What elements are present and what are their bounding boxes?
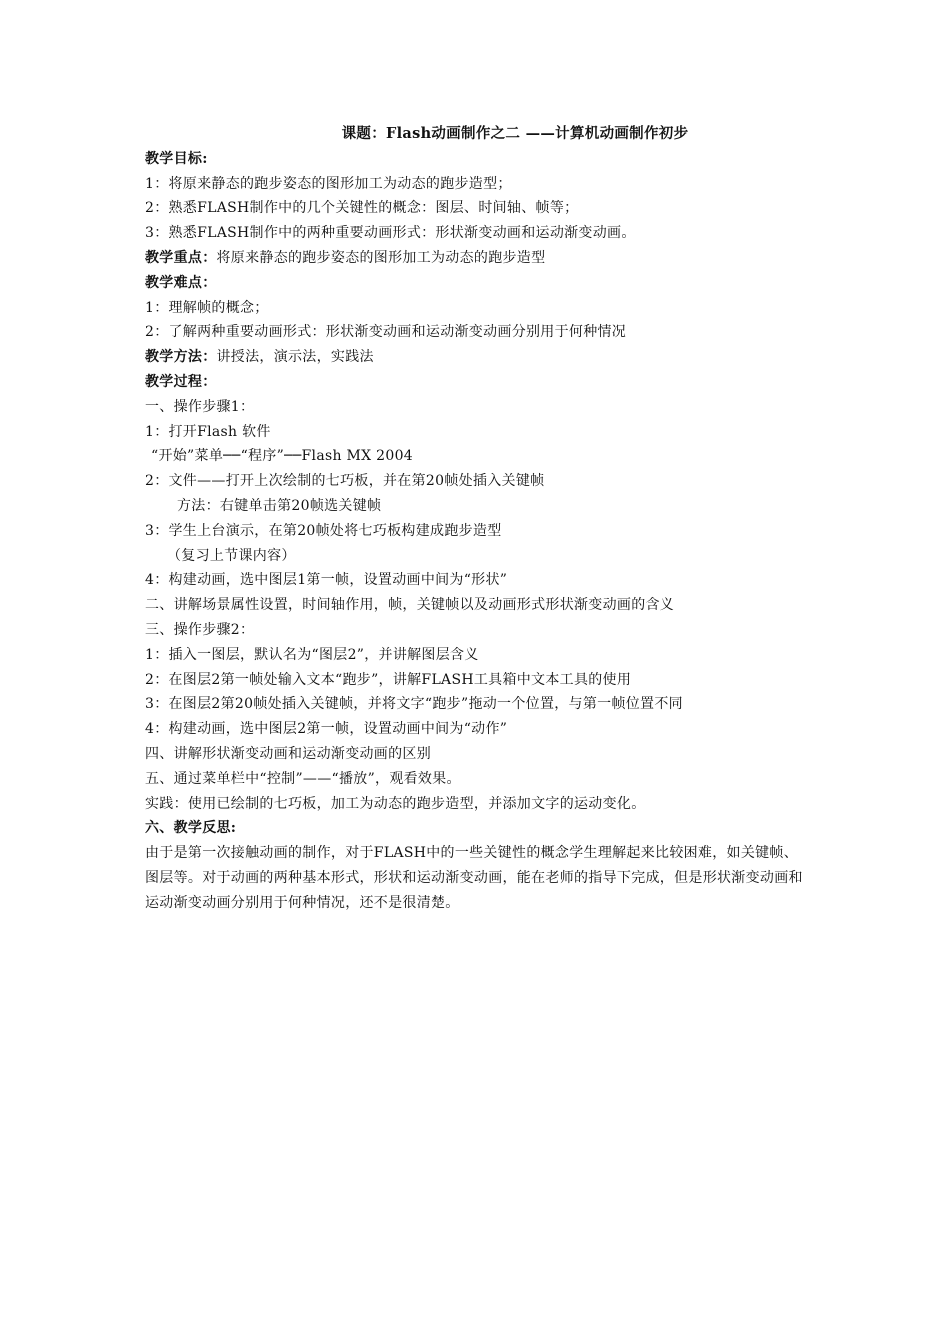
objectives-heading: 教学目标:: [145, 150, 208, 167]
reflection-heading: 六、教学反思:: [145, 820, 237, 837]
process-step: 实践：使用已绘制的七巧板，加工为动态的跑步造型，并添加文字的运动变化。: [145, 795, 646, 812]
process-step: 二、讲解场景属性设置，时间轴作用，帧，关键帧以及动画形式形状渐变动画的含义: [145, 597, 675, 614]
method-heading: 教学方法：: [145, 349, 217, 366]
process-step: 三、操作步骤2：: [145, 621, 255, 638]
process-step: 方法：右键单击第20帧选关键帧: [177, 497, 382, 514]
process-heading: 教学过程：: [145, 373, 217, 390]
process-step: 3：学生上台演示，在第20帧处将七巧板构建成跑步造型: [145, 522, 502, 539]
key-point-heading: 教学重点：: [145, 249, 217, 266]
difficulty-item: 1：理解帧的概念；: [145, 299, 269, 316]
process-step: 3：在图层2第20帧处插入关键帧，并将文字“跑步”拖动一个位置，与第一帧位置不同: [145, 696, 683, 713]
reflection-text: 由于是第一次接触动画的制作，对于FLASH中的一些关键性的概念学生理解起来比较困难，如关键帧、图层等。对于动画的两种基本形式，形状和运动渐变动画，能在老师的指导下完成，但是形状渐变动画和运动渐变动画分别用于何种情况，还不是很清楚。: [145, 845, 803, 911]
document-title: 课题：Flash动画制作之二 ——计算机动画制作初步: [341, 125, 689, 142]
process-step: 2：文件——打开上次绘制的七巧板，并在第20帧处插入关键帧: [145, 473, 545, 490]
objective-item: 2：熟悉FLASH制作中的几个关键性的概念：图层、时间轴、帧等；: [145, 200, 579, 217]
process-step: 4：构建动画，选中图层1第一帧，设置动画中间为“形状”: [145, 572, 508, 589]
process-step: 四、讲解形状渐变动画和运动渐变动画的区别: [145, 745, 431, 762]
objective-item: 3：熟悉FLASH制作中的两种重要动画形式：形状渐变动画和运动渐变动画。: [145, 225, 636, 242]
method-line: [145, 345, 815, 370]
key-point-line: [145, 246, 815, 271]
difficulty-item: 2：了解两种重要动画形式：形状渐变动画和运动渐变动画分别用于何种情况: [145, 324, 627, 341]
document-page: [145, 122, 815, 916]
process-step: 五、通过菜单栏中“控制”——“播放”，观看效果。: [145, 770, 461, 787]
process-step: “开始”菜单──“程序”──Flash MX 2004: [151, 448, 414, 465]
difficulty-heading: 教学难点：: [145, 274, 217, 291]
method-text: 讲授法，演示法，实践法: [216, 349, 374, 366]
process-step: 4：构建动画，选中图层2第一帧，设置动画中间为“动作”: [145, 721, 508, 738]
process-step: 2：在图层2第一帧处输入文本“跑步”，讲解FLASH工具箱中文本工具的使用: [145, 671, 632, 688]
process-step: （复习上节课内容）: [167, 547, 296, 564]
process-step: 1：插入一图层，默认名为“图层2”，并讲解图层含义: [145, 646, 479, 663]
process-step: 一、操作步骤1：: [145, 398, 255, 415]
key-point-text: 将原来静态的跑步姿态的图形加工为动态的跑步造型: [216, 249, 546, 266]
process-step: 1：打开Flash 软件: [145, 423, 271, 440]
objective-item: 1：将原来静态的跑步姿态的图形加工为动态的跑步造型；: [145, 175, 512, 192]
